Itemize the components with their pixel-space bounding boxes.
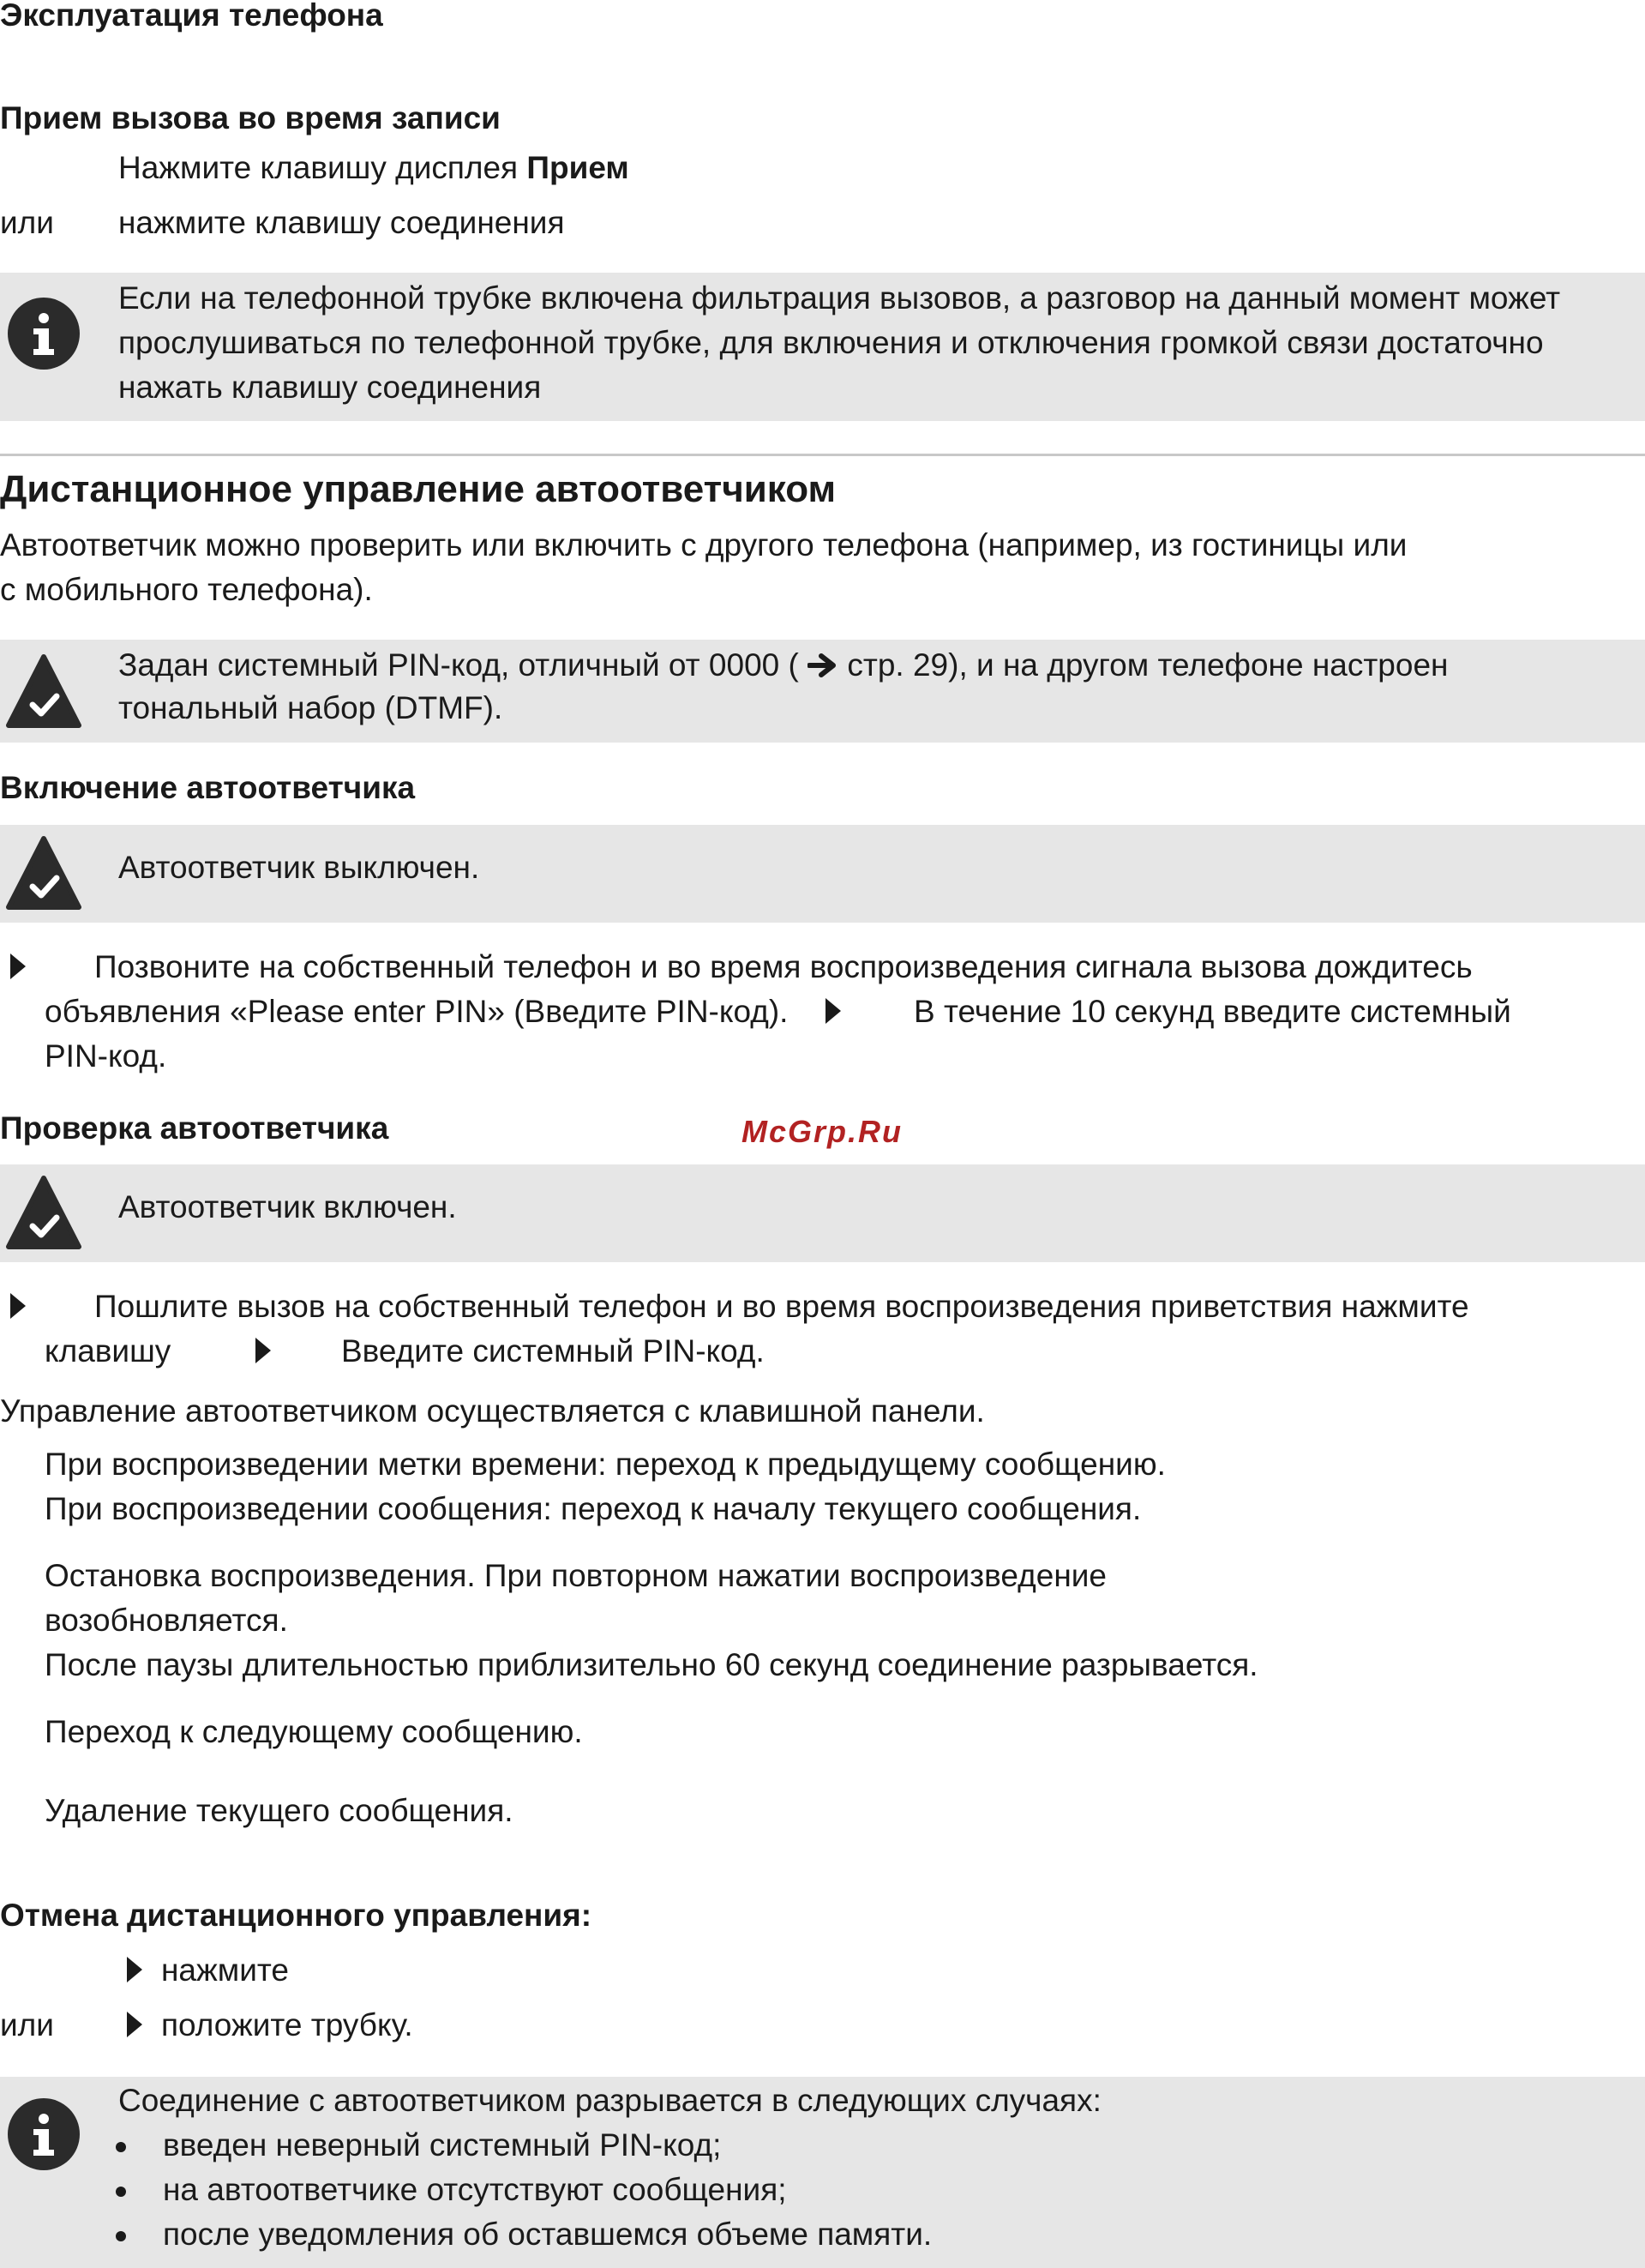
info-note-line-1: Если на телефонной трубке включена фильтрация вызовов, а разговор на данный момент может: [118, 280, 1561, 316]
check-status-box: [0, 1164, 1645, 1262]
accept-softkey-label: Прием: [526, 150, 629, 185]
step-bullet-icon: [127, 1948, 142, 1993]
cancel-step-1: нажмите: [161, 1952, 289, 1988]
control-stop-line-3: После паузы длительностью приблизительно 60 секунд соединение разрывается.: [45, 1647, 1258, 1682]
step-bullet-icon: [255, 1329, 271, 1374]
cancel-step-2: положите трубку.: [161, 2007, 413, 2042]
section-heading-incoming-call: Прием вызова во время записи: [0, 100, 501, 135]
prerequisite-line-1: Задан системный PIN-код, отличный от 0000 ( стр. 29), и на другом телефоне настроен: [118, 647, 1449, 683]
watermark: McGrp.Ru: [741, 1114, 904, 1149]
check-step-line-2b: Введите системный PIN-код.: [341, 1333, 765, 1369]
info-icon: [7, 2097, 81, 2171]
list-bullet: [116, 2142, 126, 2152]
enable-step-line-2b: В течение 10 секунд введите системный: [914, 994, 1511, 1029]
list-bullet: [116, 2231, 126, 2241]
page-header-title: Эксплуатация телефона: [0, 0, 383, 33]
control-stop-line-2: возобновляется.: [45, 1603, 288, 1638]
info-note-line-3: нажать клавишу соединения: [118, 370, 542, 405]
incoming-call-step-2: нажмите клавишу соединения: [118, 205, 565, 240]
prerequisite-check-icon: [5, 653, 82, 731]
list-bullet: [116, 2187, 126, 2197]
step-bullet-icon: [826, 990, 841, 1034]
cancel-note-item-2: на автоответчике отсутствуют сообщения;: [163, 2172, 787, 2207]
check-status-text: Автоответчик включен.: [118, 1189, 457, 1224]
or-label: или: [0, 2007, 54, 2042]
status-check-icon: [5, 835, 82, 912]
arrow-right-icon: [807, 653, 838, 678]
control-next: Переход к следующему сообщению.: [45, 1714, 583, 1749]
step-bullet-icon: [127, 2003, 142, 2048]
info-note-box: [0, 273, 1645, 421]
section-heading-enable: Включение автоответчика: [0, 770, 416, 805]
enable-status-box: [0, 825, 1645, 923]
enable-step-line-1: Позвоните на собственный телефон и во время воспроизведения сигнала вызова дождитесь: [94, 949, 1473, 984]
controls-intro: Управление автоответчиком осуществляется с клавишной панели.: [0, 1393, 985, 1429]
control-delete: Удаление текущего сообщения.: [45, 1793, 513, 1828]
section-heading-cancel: Отмена дистанционного управления:: [0, 1898, 592, 1933]
section-heading-remote-control: Дистанционное управление автоответчиком: [0, 468, 837, 510]
enable-step-line-2a: объявления «Please enter PIN» (Введите PIN-код).: [45, 994, 789, 1029]
cancel-info-box: [0, 2077, 1645, 2268]
info-note-line-2: прослушиваться по телефонной трубке, для включения и отключения громкой связи достаточно: [118, 325, 1544, 360]
control-prev-line-1: При воспроизведении метки времени: переход к предыдущему сообщению.: [45, 1447, 1166, 1482]
cancel-note-item-3: после уведомления об оставшемся объеме памяти.: [163, 2217, 933, 2252]
control-stop-line-1: Остановка воспроизведения. При повторном нажатии воспроизведение: [45, 1558, 1107, 1593]
remote-intro-line-2: с мобильного телефона).: [0, 572, 373, 607]
step-bullet-icon: [10, 945, 26, 990]
incoming-call-step-1: Нажмите клавишу дисплея Прием: [118, 150, 629, 185]
cancel-note-item-1: введен неверный системный PIN-код;: [163, 2127, 722, 2163]
check-step-line-2a: клавишу: [45, 1333, 171, 1369]
status-check-icon: [5, 1175, 82, 1252]
remote-intro-line-1: Автоответчик можно проверить или включить с другого телефона (например, из гостиницы или: [0, 527, 1408, 562]
check-step-line-1: Пошлите вызов на собственный телефон и во время воспроизведения приветствия нажмите: [94, 1289, 1469, 1324]
cancel-note-intro: Соединение с автоответчиком разрывается в следующих случаях:: [118, 2083, 1102, 2118]
enable-status-text: Автоответчик выключен.: [118, 850, 480, 885]
section-heading-check: Проверка автоответчика: [0, 1110, 389, 1146]
prerequisite-box: [0, 640, 1645, 743]
section-divider: [0, 454, 1645, 456]
enable-step-line-3: PIN-код.: [45, 1038, 167, 1074]
or-label: или: [0, 205, 54, 240]
control-prev-line-2: При воспроизведении сообщения: переход к началу текущего сообщения.: [45, 1491, 1142, 1526]
step-bullet-icon: [10, 1284, 26, 1329]
prerequisite-line-2: тональный набор (DTMF).: [118, 690, 503, 725]
info-icon: [7, 297, 81, 370]
